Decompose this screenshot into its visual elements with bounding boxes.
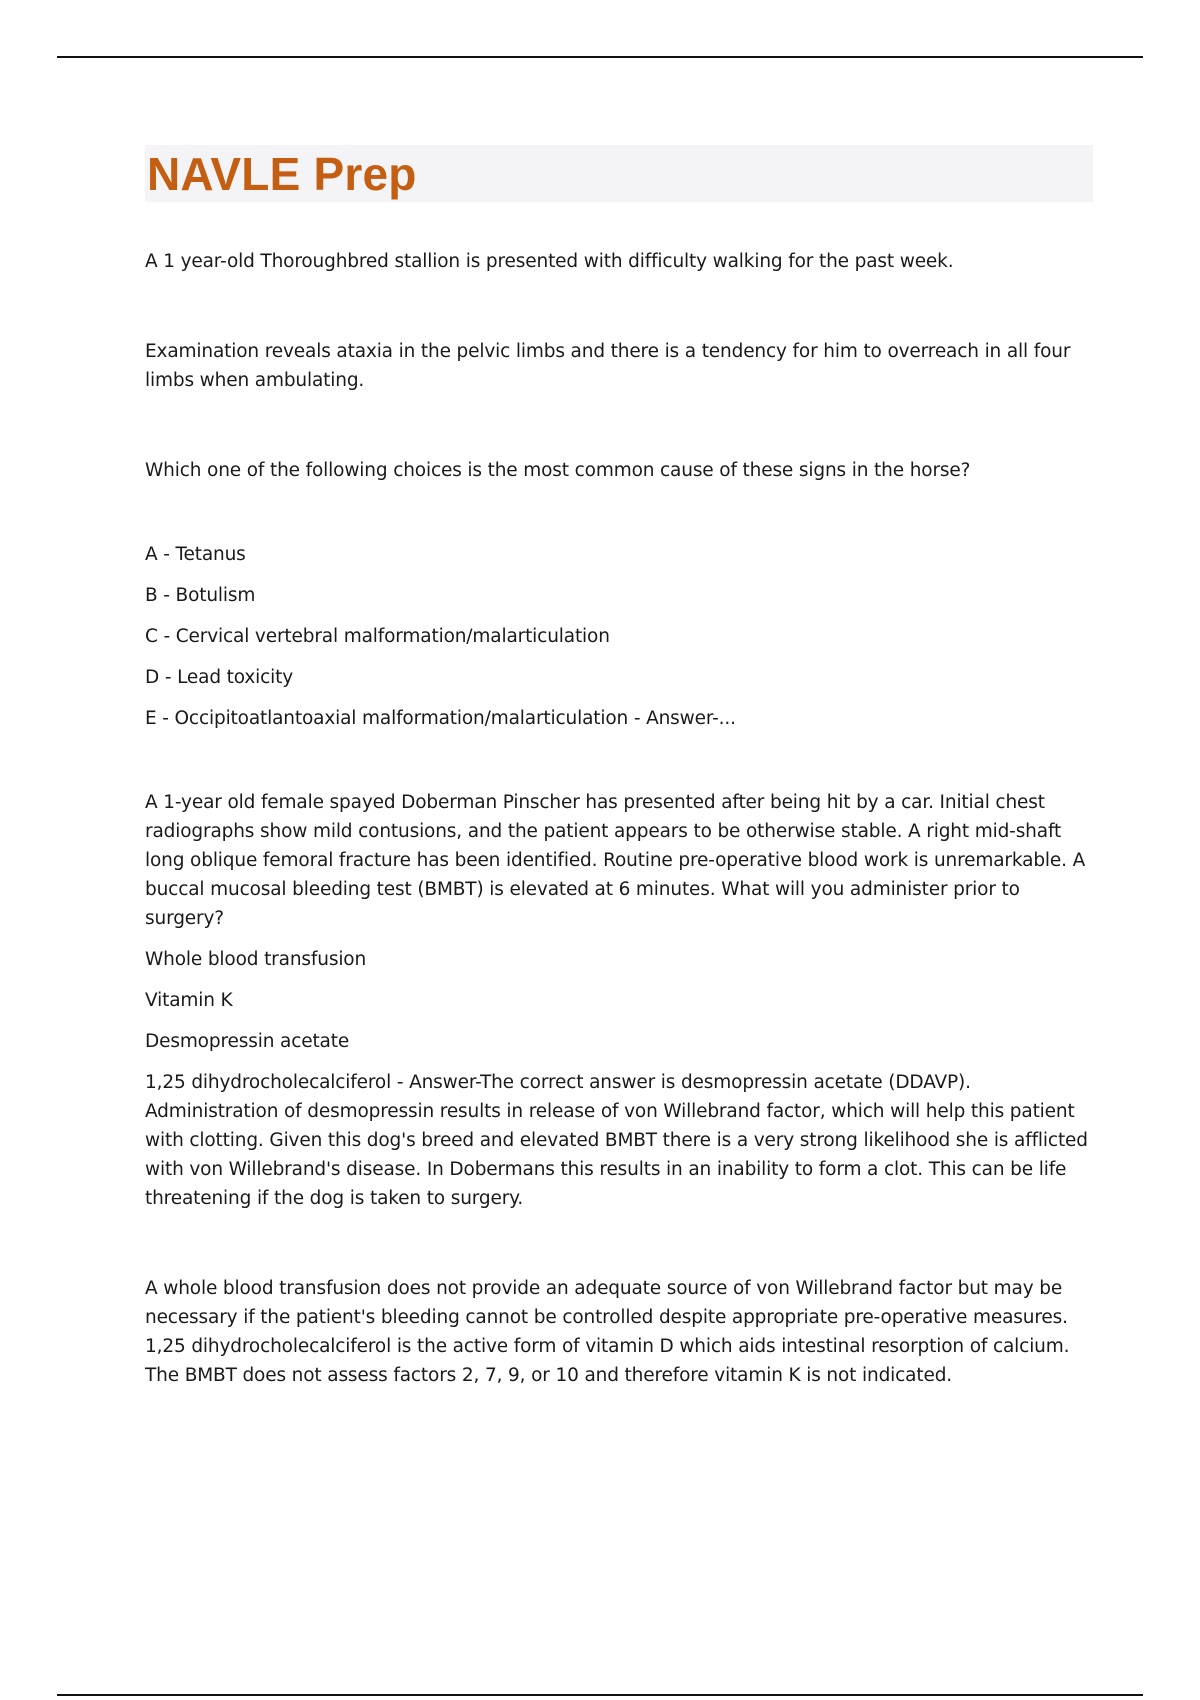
top-divider xyxy=(57,56,1143,58)
bottom-divider xyxy=(57,1694,1143,1696)
document-title: NAVLE Prep xyxy=(147,147,417,200)
q1-option-e: E - Occipitoatlantoaxial malformation/malarticulation - Answer-... xyxy=(145,708,736,729)
document-body xyxy=(145,145,1093,1390)
q2-option-2: Vitamin K xyxy=(145,990,233,1011)
q1-prompt: Which one of the following choices is the most common cause of these signs in the horse? xyxy=(145,460,971,481)
q1-option-d: D - Lead toxicity xyxy=(145,667,294,688)
q1-exam: Examination reveals ataxia in the pelvic limbs and there is a tendency for him to overreach in all four limbs when ambulating. xyxy=(145,341,1071,391)
q2-option-1: Whole blood transfusion xyxy=(145,949,367,970)
q1-option-a: A - Tetanus xyxy=(145,544,246,565)
q2-stem: A 1-year old female spayed Doberman Pinscher has presented after being hit by a car. Initial chest radiographs show mild contusions, and the patient appears to be otherwise stable. A right mid-shaft long oblique femoral fracture has been identified. Routine pre-operative blood work is unremarkable. A buccal mucosal bleeding test (BMBT) is elevated at 6 minutes. What will you administer prior to surgery? xyxy=(145,792,1086,929)
q1-option-c: C - Cervical vertebral malformation/malarticulation xyxy=(145,626,610,647)
title-band xyxy=(145,145,1093,202)
q2-option-3: Desmopressin acetate xyxy=(145,1031,350,1052)
q2-answer: 1,25 dihydrocholecalciferol - Answer-The correct answer is desmopressin acetate (DDAVP). Administration of desmopressin results in release of von Willebrand factor, which will help this patient with clotting. Given this dog's breed and elevated BMBT there is a very strong likelihood she is afflicted with von Willebrand's disease. In Dobermans this results in an inability to form a clot. This can be life threatening if the dog is taken to surgery. xyxy=(145,1072,1088,1209)
q1-intro: A 1 year-old Thoroughbred stallion is presented with difficulty walking for the past week. xyxy=(145,251,954,272)
q2-explanation: A whole blood transfusion does not provide an adequate source of von Willebrand factor but may be necessary if the patient's bleeding cannot be controlled despite appropriate pre-operative measures. 1,25 dihydrocholecalciferol is the active form of vitamin D which aids intestinal resorption of calcium. The BMBT does not assess factors 2, 7, 9, or 10 and therefore vitamin K is not indicated. xyxy=(145,1278,1070,1386)
q1-option-b: B - Botulism xyxy=(145,585,256,606)
